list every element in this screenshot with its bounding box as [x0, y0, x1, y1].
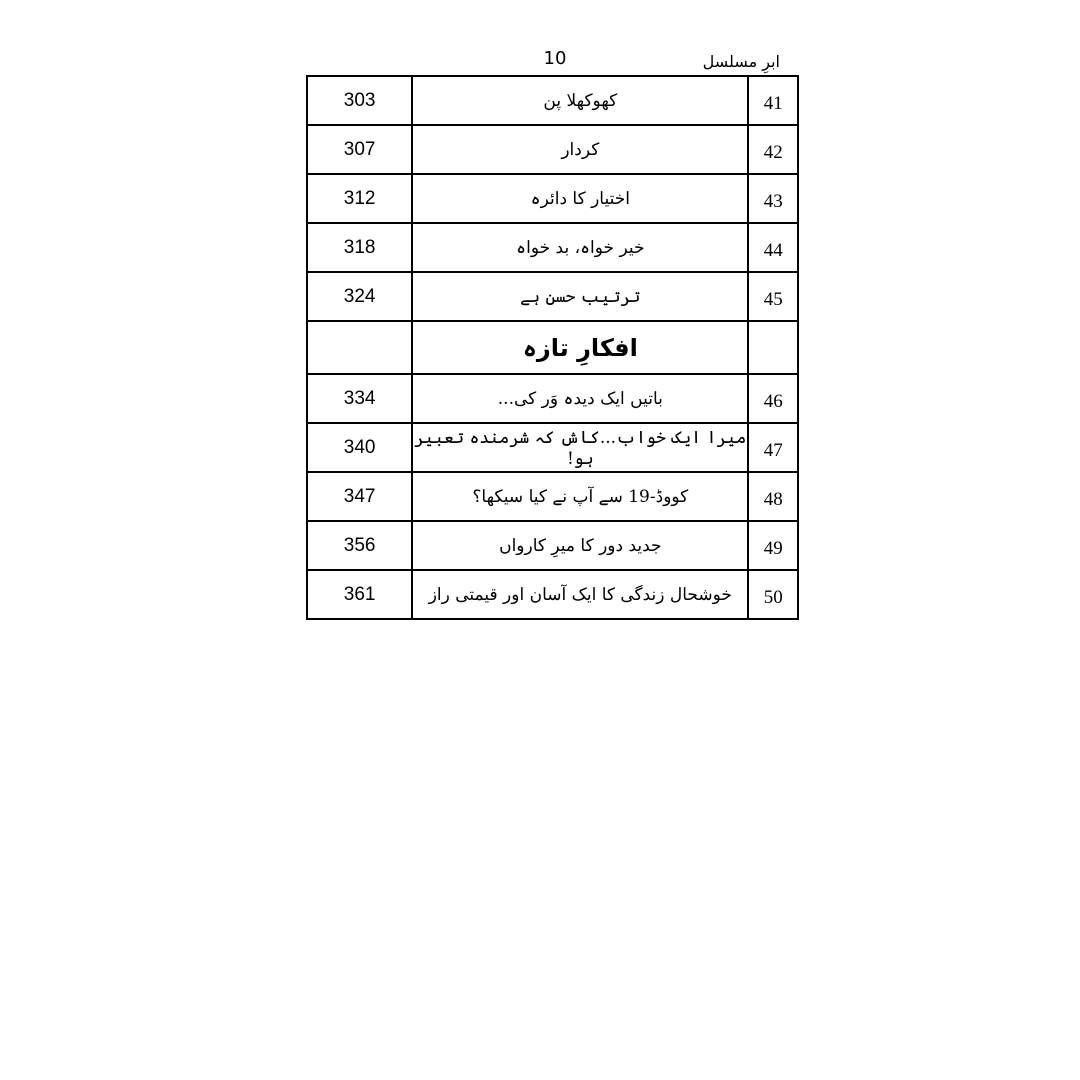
entry-title: میرا ایک خواب...کاش کہ شرمندہ تعبیر ہو!	[412, 423, 748, 472]
entry-page: 307	[307, 125, 412, 174]
entry-number: 41	[748, 76, 798, 125]
entry-number: 49	[748, 521, 798, 570]
entry-number: 48	[748, 472, 798, 521]
section-row	[307, 321, 798, 374]
entry-page: 312	[307, 174, 412, 223]
table-row	[307, 374, 798, 423]
table-row	[307, 125, 798, 174]
entry-number: 44	[748, 223, 798, 272]
empty-cell	[748, 321, 798, 374]
entry-title: ترتیب حسن ہے	[412, 272, 748, 321]
table-row	[307, 423, 798, 472]
entry-page: 324	[307, 272, 412, 321]
entry-number: 50	[748, 570, 798, 619]
entry-title: خیر خواہ، بد خواہ	[412, 223, 748, 272]
entry-page: 318	[307, 223, 412, 272]
table-row	[307, 223, 798, 272]
entry-title: اختیار کا دائرہ	[412, 174, 748, 223]
entry-title: باتیں ایک دیدہ وَر کی...	[412, 374, 748, 423]
section-heading: افکارِ تازہ	[412, 321, 748, 374]
empty-cell	[307, 321, 412, 374]
entry-page: 334	[307, 374, 412, 423]
entry-title: جدید دور کا میرِ کارواں	[412, 521, 748, 570]
entry-number: 45	[748, 272, 798, 321]
table-row	[307, 272, 798, 321]
entry-page: 340	[307, 423, 412, 472]
entry-title: کووڈ-19 سے آپ نے کیا سیکھا؟	[412, 472, 748, 521]
entry-number: 43	[748, 174, 798, 223]
entry-number: 42	[748, 125, 798, 174]
entry-title: خوشحال زندگی کا ایک آسان اور قیمتی راز	[412, 570, 748, 619]
entry-number: 46	[748, 374, 798, 423]
table-row	[307, 472, 798, 521]
entry-page: 361	[307, 570, 412, 619]
table-row	[307, 521, 798, 570]
entry-number: 47	[748, 423, 798, 472]
entry-page: 347	[307, 472, 412, 521]
entry-page: 356	[307, 521, 412, 570]
table-row	[307, 174, 798, 223]
entry-title: کھوکھلا پن	[412, 76, 748, 125]
entry-title: کردار	[412, 125, 748, 174]
page-number: 10	[543, 48, 567, 69]
table-of-contents	[306, 75, 799, 620]
entry-page: 303	[307, 76, 412, 125]
book-title: ابرِ مسلسل	[702, 52, 780, 71]
table-row	[307, 76, 798, 125]
table-row	[307, 570, 798, 619]
